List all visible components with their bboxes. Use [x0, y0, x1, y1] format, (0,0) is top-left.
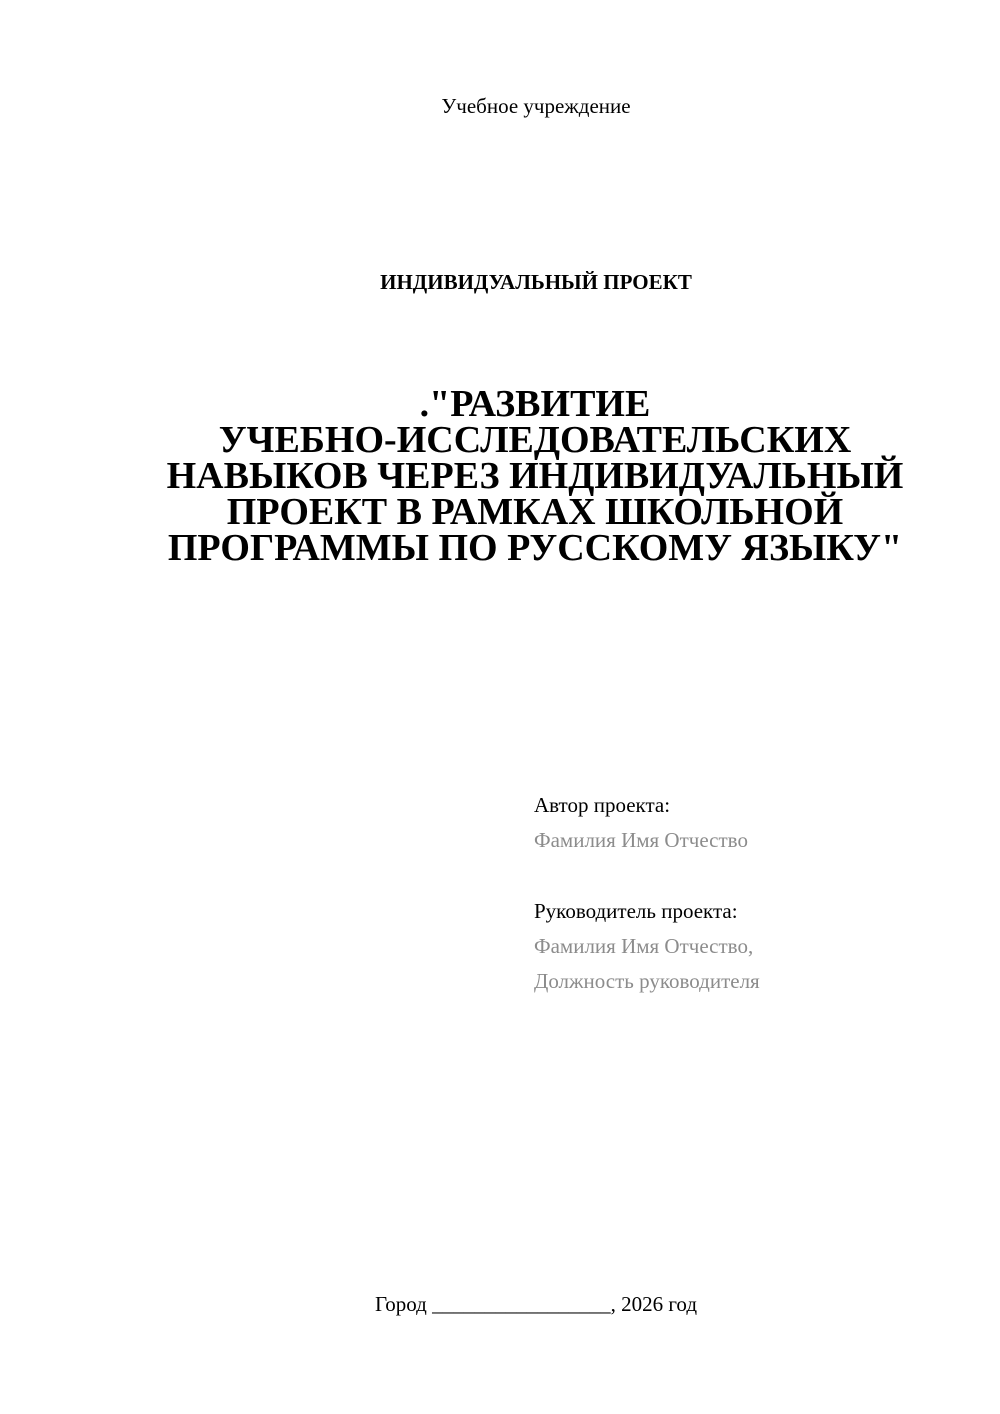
project-title	[100, 383, 970, 569]
document-type-heading: ИНДИВИДУАЛЬНЫЙ ПРОЕКТ	[380, 270, 692, 294]
supervisor-position-placeholder: Должность руководителя	[534, 969, 760, 993]
year-text: , 2026 год	[610, 1292, 698, 1316]
supervisor-label: Руководитель проекта:	[534, 899, 738, 923]
author-label: Автор проекта:	[534, 793, 671, 817]
institution-name: Учебное учреждение	[441, 94, 631, 118]
project-credits	[534, 788, 974, 999]
project-title-line: ПРОГРАММЫ ПО РУССКОМУ ЯЗЫКУ"	[167, 527, 903, 569]
city-label: Город	[374, 1292, 427, 1316]
project-title-line: ПРОЕКТ В РАМКАХ ШКОЛЬНОЙ	[226, 491, 844, 533]
city-blank: _________________	[432, 1292, 611, 1316]
supervisor-name-placeholder: Фамилия Имя Отчество,	[534, 934, 754, 958]
project-title-line: НАВЫКОВ ЧЕРЕЗ ИНДИВИДУАЛЬНЫЙ	[166, 455, 904, 497]
city-year-line	[0, 1290, 1000, 1318]
project-title-line: ."РАЗВИТИЕ	[419, 383, 651, 425]
credits-spacer	[534, 858, 974, 894]
project-title-line: УЧЕБНО-ИССЛЕДОВАТЕЛЬСКИХ	[218, 419, 852, 461]
author-name-placeholder: Фамилия Имя Отчество	[534, 828, 748, 852]
